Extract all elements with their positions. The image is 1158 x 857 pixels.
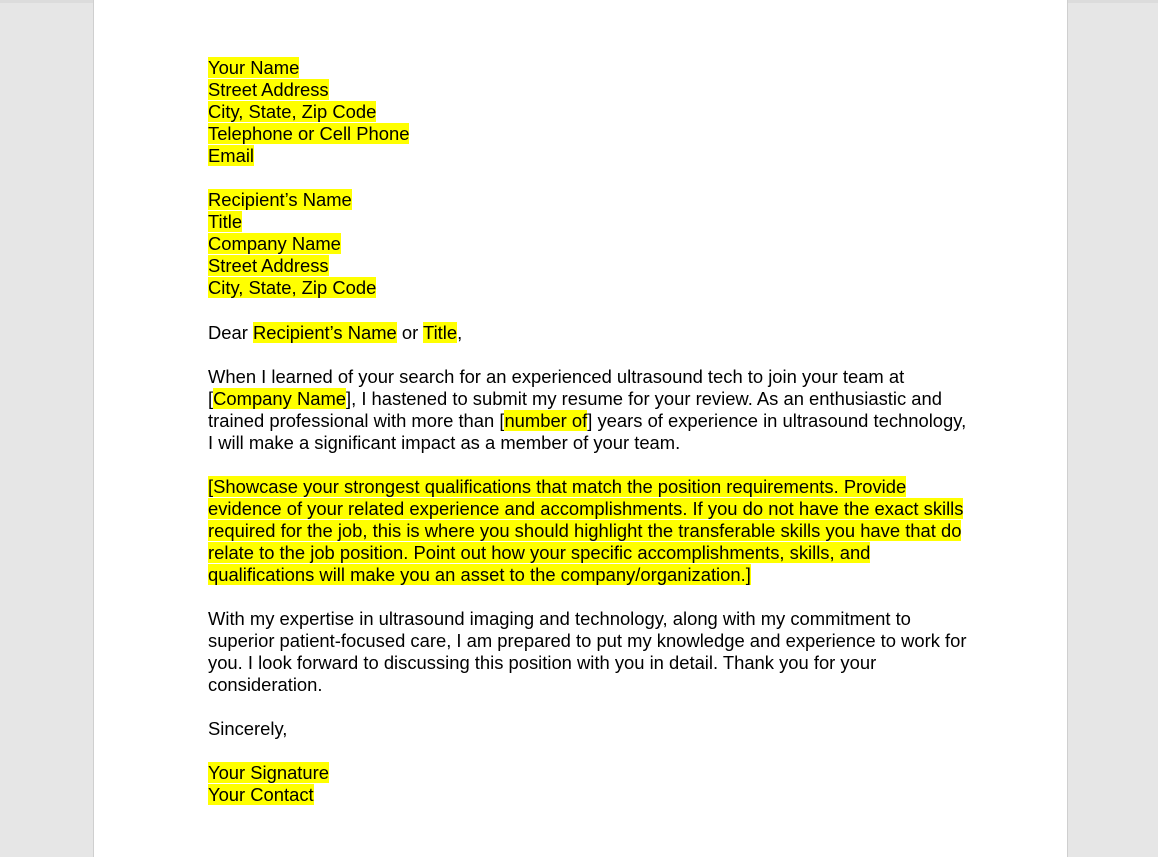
- spacer: [208, 696, 968, 718]
- spacer: [208, 586, 968, 608]
- recipient-city: City, State, Zip Code: [208, 277, 377, 298]
- sender-email: Email: [208, 145, 254, 166]
- opening-paragraph: When I learned of your search for an experienced ultrasound tech to join your team at [Company Name], I hastened to submit my resume for your review. As an enthusiastic and trained professional with more than [number of] years of experience in ultrasound technology, I will make a significant impact as a member of your team.: [208, 366, 967, 453]
- salutation-recipient-name: Recipient’s Name: [252, 322, 397, 343]
- sender-block: [208, 57, 968, 167]
- letter-body[interactable]: [208, 57, 968, 806]
- salutation-title: Title: [423, 322, 458, 343]
- salutation-line: Dear Recipient’s Name or Title,: [208, 322, 463, 343]
- qualifications-paragraph: [208, 476, 968, 586]
- recipient-title: Title: [208, 211, 243, 232]
- spacer: [208, 344, 968, 366]
- signature-placeholder: Your Signature: [208, 762, 329, 783]
- spacer: [208, 454, 968, 476]
- recipient-company: Company Name: [208, 233, 341, 254]
- sender-name: Your Name: [208, 57, 300, 78]
- closing-paragraph: With my expertise in ultrasound imaging and technology, along with my commitment to superior patient-focused care, I am prepared to put my knowledge and experience to work for you. I look forward to discussing this position with you in detail. Thank you for your consideration.: [208, 608, 967, 695]
- spacer: [208, 299, 968, 321]
- contact-placeholder: Your Contact: [208, 784, 314, 805]
- recipient-block: [208, 189, 968, 299]
- sender-city: City, State, Zip Code: [208, 101, 377, 122]
- spacer: [208, 740, 968, 762]
- recipient-street: Street Address: [208, 255, 329, 276]
- sender-street: Street Address: [208, 79, 329, 100]
- sincerely-line: Sincerely,: [208, 718, 288, 739]
- document-page[interactable]: [93, 0, 1068, 857]
- qualifications-placeholder: [Showcase your strongest qualifications that match the position requirements. Provide evidence of your related experience and accomplishments. If you do not have the exact skills required for the job, this is where you should highlight the transferable skills you have that do relate to the job position. Point out how your specific accomplishments, skills, and qualifications will make you an asset to the company/organization.]: [208, 476, 964, 585]
- spacer: [208, 167, 968, 189]
- company-name-placeholder: Company Name: [213, 388, 346, 409]
- sender-phone: Telephone or Cell Phone: [208, 123, 410, 144]
- recipient-name: Recipient’s Name: [208, 189, 352, 210]
- years-placeholder: number of: [504, 410, 588, 431]
